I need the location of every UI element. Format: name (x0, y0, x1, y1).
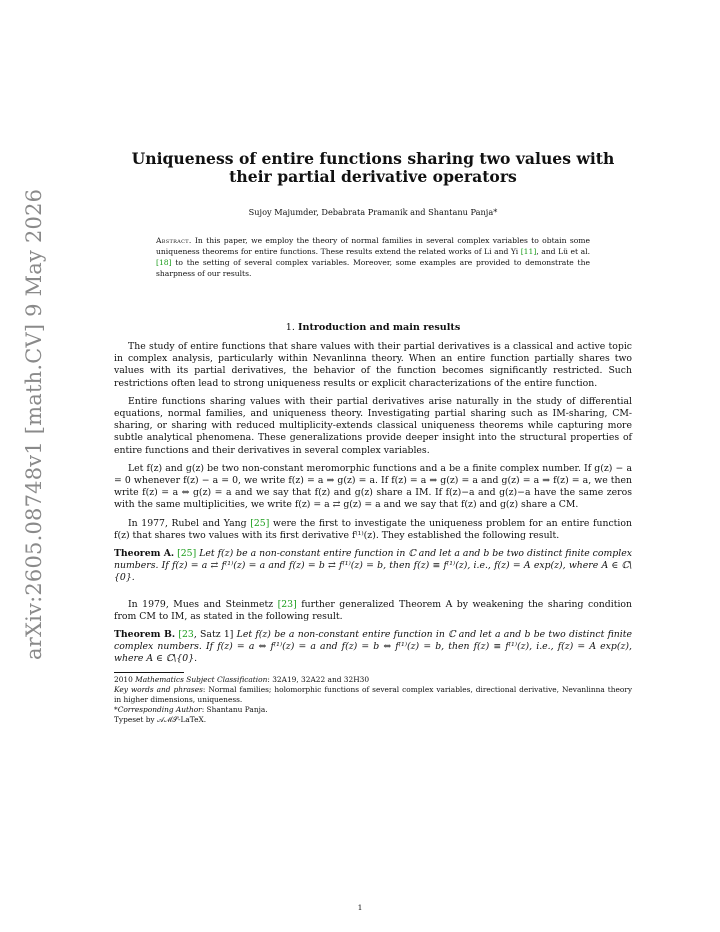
theorem-label: Theorem B. (114, 629, 176, 641)
abstract (156, 235, 590, 279)
author-list: Sujoy Majumder, Debabrata Pramanik and Shantanu Panja* (248, 207, 498, 217)
paragraph-text: In 1977, Rubel and Yang (128, 517, 251, 529)
footnote-rule (114, 672, 184, 673)
msc-label: Mathematics Subject Classification (135, 674, 268, 684)
corresponding-value: : Shantanu Panja. (201, 704, 268, 714)
paragraph: Let f(z) and g(z) be two non-constant meromorphic functions and a be a finite complex number. If g(z) − a = 0 whenever f(z) − a = 0, we write f(z) = a ⇒ g(z) = a. If f(z) = a ⇒ g(z) = a and g(z) = a ⇒ f(z) = a, we then write f(z) = a ⇔ g(z) = a and we say that f(z) and g(z) share a IM. If f(z)−a and g(z)−a have the same zeros with the same multiplicities, we write f(z) = a ⇄ g(z) = a and we say that f(z) and g(z) share a CM. (114, 462, 632, 511)
corresponding-author-footnote (114, 705, 632, 715)
msc-footnote (114, 675, 632, 685)
paragraph-text: further generalized Theorem A by weakening the sharing condition from CM to IM, as stated in the following result. (114, 598, 632, 622)
paragraph (114, 599, 632, 623)
theorem-text: Let f(z) be a non-constant entire function in ℂ and let a and b be two distinct finite complex numbers. If f(z) = a ⇄ f⁽¹⁾(z) = a and f(z) = b ⇄ f⁽¹⁾(z) = b, then f(z) ≡ f⁽¹⁾(z), i.e., f(z) = A exp(z), where A ∈ ℂ\{0}. (114, 548, 632, 584)
paragraph-text: In 1979, Mues and Steinmetz (128, 598, 278, 610)
theorem-a (114, 548, 632, 585)
theorem-text: Let f(z) be a non-constant entire function in ℂ and let a and b be two distinct finite complex numbers. If f(z) = a ⇔ f⁽¹⁾(z) = a and f(z) = b ⇔ f⁽¹⁾(z) = b, then f(z) ≡ f⁽¹⁾(z), i.e., f(z) = A exp(z), where A ∈ ℂ\{0}. (114, 629, 632, 665)
citation-link[interactable]: [23] (277, 598, 297, 610)
paragraph: The study of entire functions that share values with their partial derivatives is a classical and active topic in complex analysis, particularly within Nevanlinna theory. When an entire function partially shares two values with its partial derivatives, the behavior of the function becomes significantly restricted. Such restrictions often lead to strong uniqueness results or explicit characterizations of the entire function. (114, 341, 632, 389)
citation-link[interactable]: [11] (520, 247, 537, 256)
paper-page (114, 150, 632, 725)
paragraph (114, 518, 632, 542)
page-number: 1 (357, 903, 363, 912)
section-number: 1. (285, 322, 295, 333)
keywords-value: : Normal families; holomorphic functions of several complex variables, directional derivative, Nevanlinna theory in higher dimensions, uniqueness. (114, 684, 633, 704)
citation-link[interactable]: [18] (156, 258, 172, 267)
theorem-b (114, 629, 632, 666)
section-heading (114, 322, 632, 333)
msc-value: : 32A19, 32A22 and 32H30 (267, 674, 370, 684)
citation-link[interactable]: [25] (177, 548, 197, 560)
citation-detail: , Satz 1] (193, 629, 234, 641)
msc-year: 2010 (114, 674, 136, 684)
section-title: Introduction and main results (297, 322, 461, 333)
keywords-footnote (114, 685, 632, 705)
citation-link[interactable]: [25] (250, 517, 270, 529)
abstract-text: to the setting of several complex variables. Moreover, some examples are provided to demonstrate the sharpness of our results. (156, 258, 590, 278)
abstract-text: , and Lü et al. (536, 247, 590, 256)
paragraph-text: were the first to investigate the uniqueness problem for an entire function f(z) that shares two values with its first derivative f⁽¹⁾(z). They established the following result. (114, 517, 632, 541)
citation-link[interactable]: [23 (178, 629, 194, 641)
corresponding-label: *Corresponding Author (114, 704, 202, 714)
arxiv-identifier: arXiv:2605.08748v1 [math.CV] 9 May 2026 (22, 188, 46, 660)
paper-title: Uniqueness of entire functions sharing two values with their partial derivative operators (131, 149, 615, 186)
typeset-note: Typeset by 𝒜ℳ𝒮-LaTeX. (114, 714, 207, 724)
theorem-label: Theorem A. (114, 548, 175, 560)
abstract-text: In this paper, we employ the theory of normal families in several complex variables to obtain some uniqueness theorems for entire functions. These results extend the related works of Li and Yi (156, 236, 590, 256)
paragraph: Entire functions sharing values with their partial derivatives arise naturally in the study of differential equations, normal families, and uniqueness theory. Investigating partial sharing such as IM-sharing, CM-sharing, or sharing with reduced multiplicity-extends classical uniqueness theorems while capturing more subtle analytical phenomena. These generalizations provide deeper insight into the structural properties of entire functions and their derivatives in several complex variables. (114, 395, 632, 456)
abstract-label: Abstract. (156, 236, 192, 245)
keywords-label: Key words and phrases (114, 684, 203, 694)
